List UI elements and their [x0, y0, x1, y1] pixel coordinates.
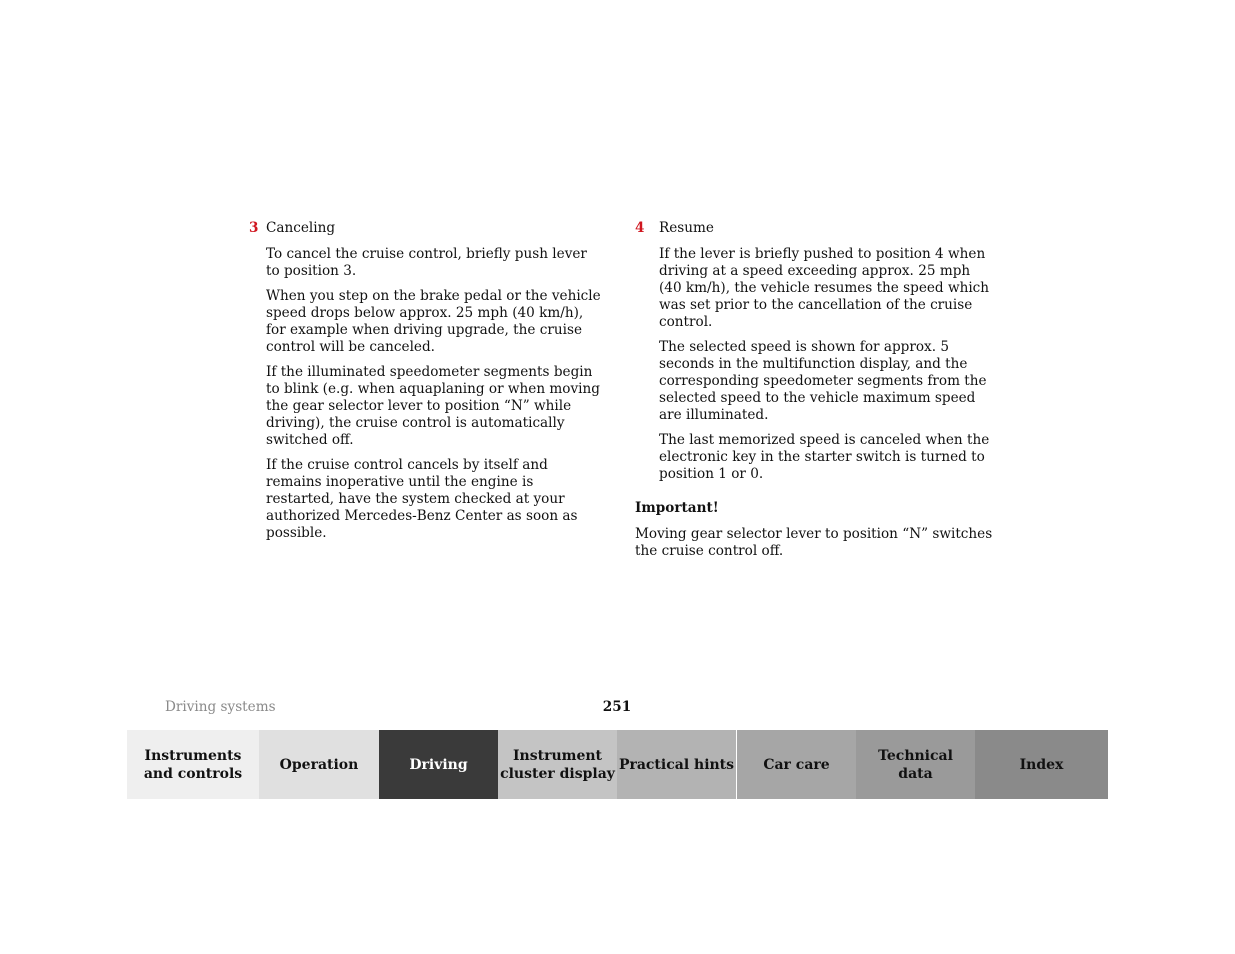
footer-section-title: Driving systems — [165, 699, 276, 715]
tab-instruments-and-controls[interactable] — [127, 730, 259, 799]
paragraph: If the cruise control cancels by itself and remains inoperative until the engine is restarted, have the system checked at your authorized Mercedes-Benz Center as soon as possible. — [266, 457, 578, 541]
paragraph: To cancel the cruise control, briefly push lever to position 3. — [266, 246, 587, 279]
paragraph: When you step on the brake pedal or the vehicle speed drops below approx. 25 mph (40 km/h), for example when driving upgrade, the cruise control will be canceled. — [266, 288, 601, 355]
chapter-navigation — [127, 730, 1108, 799]
important-note-title: Important! — [635, 500, 719, 516]
step-title: Resume — [659, 220, 714, 236]
tab-label: Technical data — [878, 747, 953, 782]
tab-car-care[interactable] — [737, 730, 856, 799]
step-title: Canceling — [266, 220, 336, 236]
page-number: 251 — [602, 699, 632, 715]
left-column — [249, 220, 601, 550]
tab-index[interactable] — [975, 730, 1108, 799]
paragraph: If the illuminated speedometer segments begin to blink (e.g. when aquaplaning or when moving the gear selector lever to position “N” while driving), the cruise control is automatically switched off. — [266, 364, 600, 448]
step-heading-canceling — [249, 220, 601, 237]
tab-label: Practical hints — [618, 756, 735, 773]
step-heading-resume — [635, 220, 995, 237]
tab-driving[interactable] — [379, 730, 498, 799]
tab-label: Instrument cluster display — [500, 747, 615, 782]
tab-label: Instruments and controls — [143, 747, 243, 782]
tab-label: Operation — [279, 756, 359, 773]
tab-operation[interactable] — [259, 730, 379, 799]
paragraph: If the lever is briefly pushed to position 4 when driving at a speed exceeding approx. 25 mph (40 km/h), the vehicle resumes the speed which was set prior to the cancellation of the cruise control. — [659, 246, 990, 330]
paragraph: The selected speed is shown for approx. 5 seconds in the multifunction display, and the corresponding speedometer segments from the selected speed to the vehicle maximum speed are illuminated. — [659, 339, 987, 423]
tab-practical-hints[interactable] — [617, 730, 737, 799]
tab-label: Index — [1019, 756, 1064, 773]
right-column — [635, 220, 995, 568]
tab-instrument-cluster-display[interactable] — [498, 730, 617, 799]
important-note-text: Moving gear selector lever to position “N” switches the cruise control off. — [635, 526, 993, 559]
step-number: 4 — [635, 220, 645, 236]
tab-label: Driving — [409, 756, 468, 773]
tab-technical-data[interactable] — [856, 730, 975, 799]
paragraph: The last memorized speed is canceled when the electronic key in the starter switch is turned to position 1 or 0. — [659, 432, 990, 482]
tab-label: Car care — [763, 756, 830, 773]
step-number: 3 — [249, 220, 259, 236]
